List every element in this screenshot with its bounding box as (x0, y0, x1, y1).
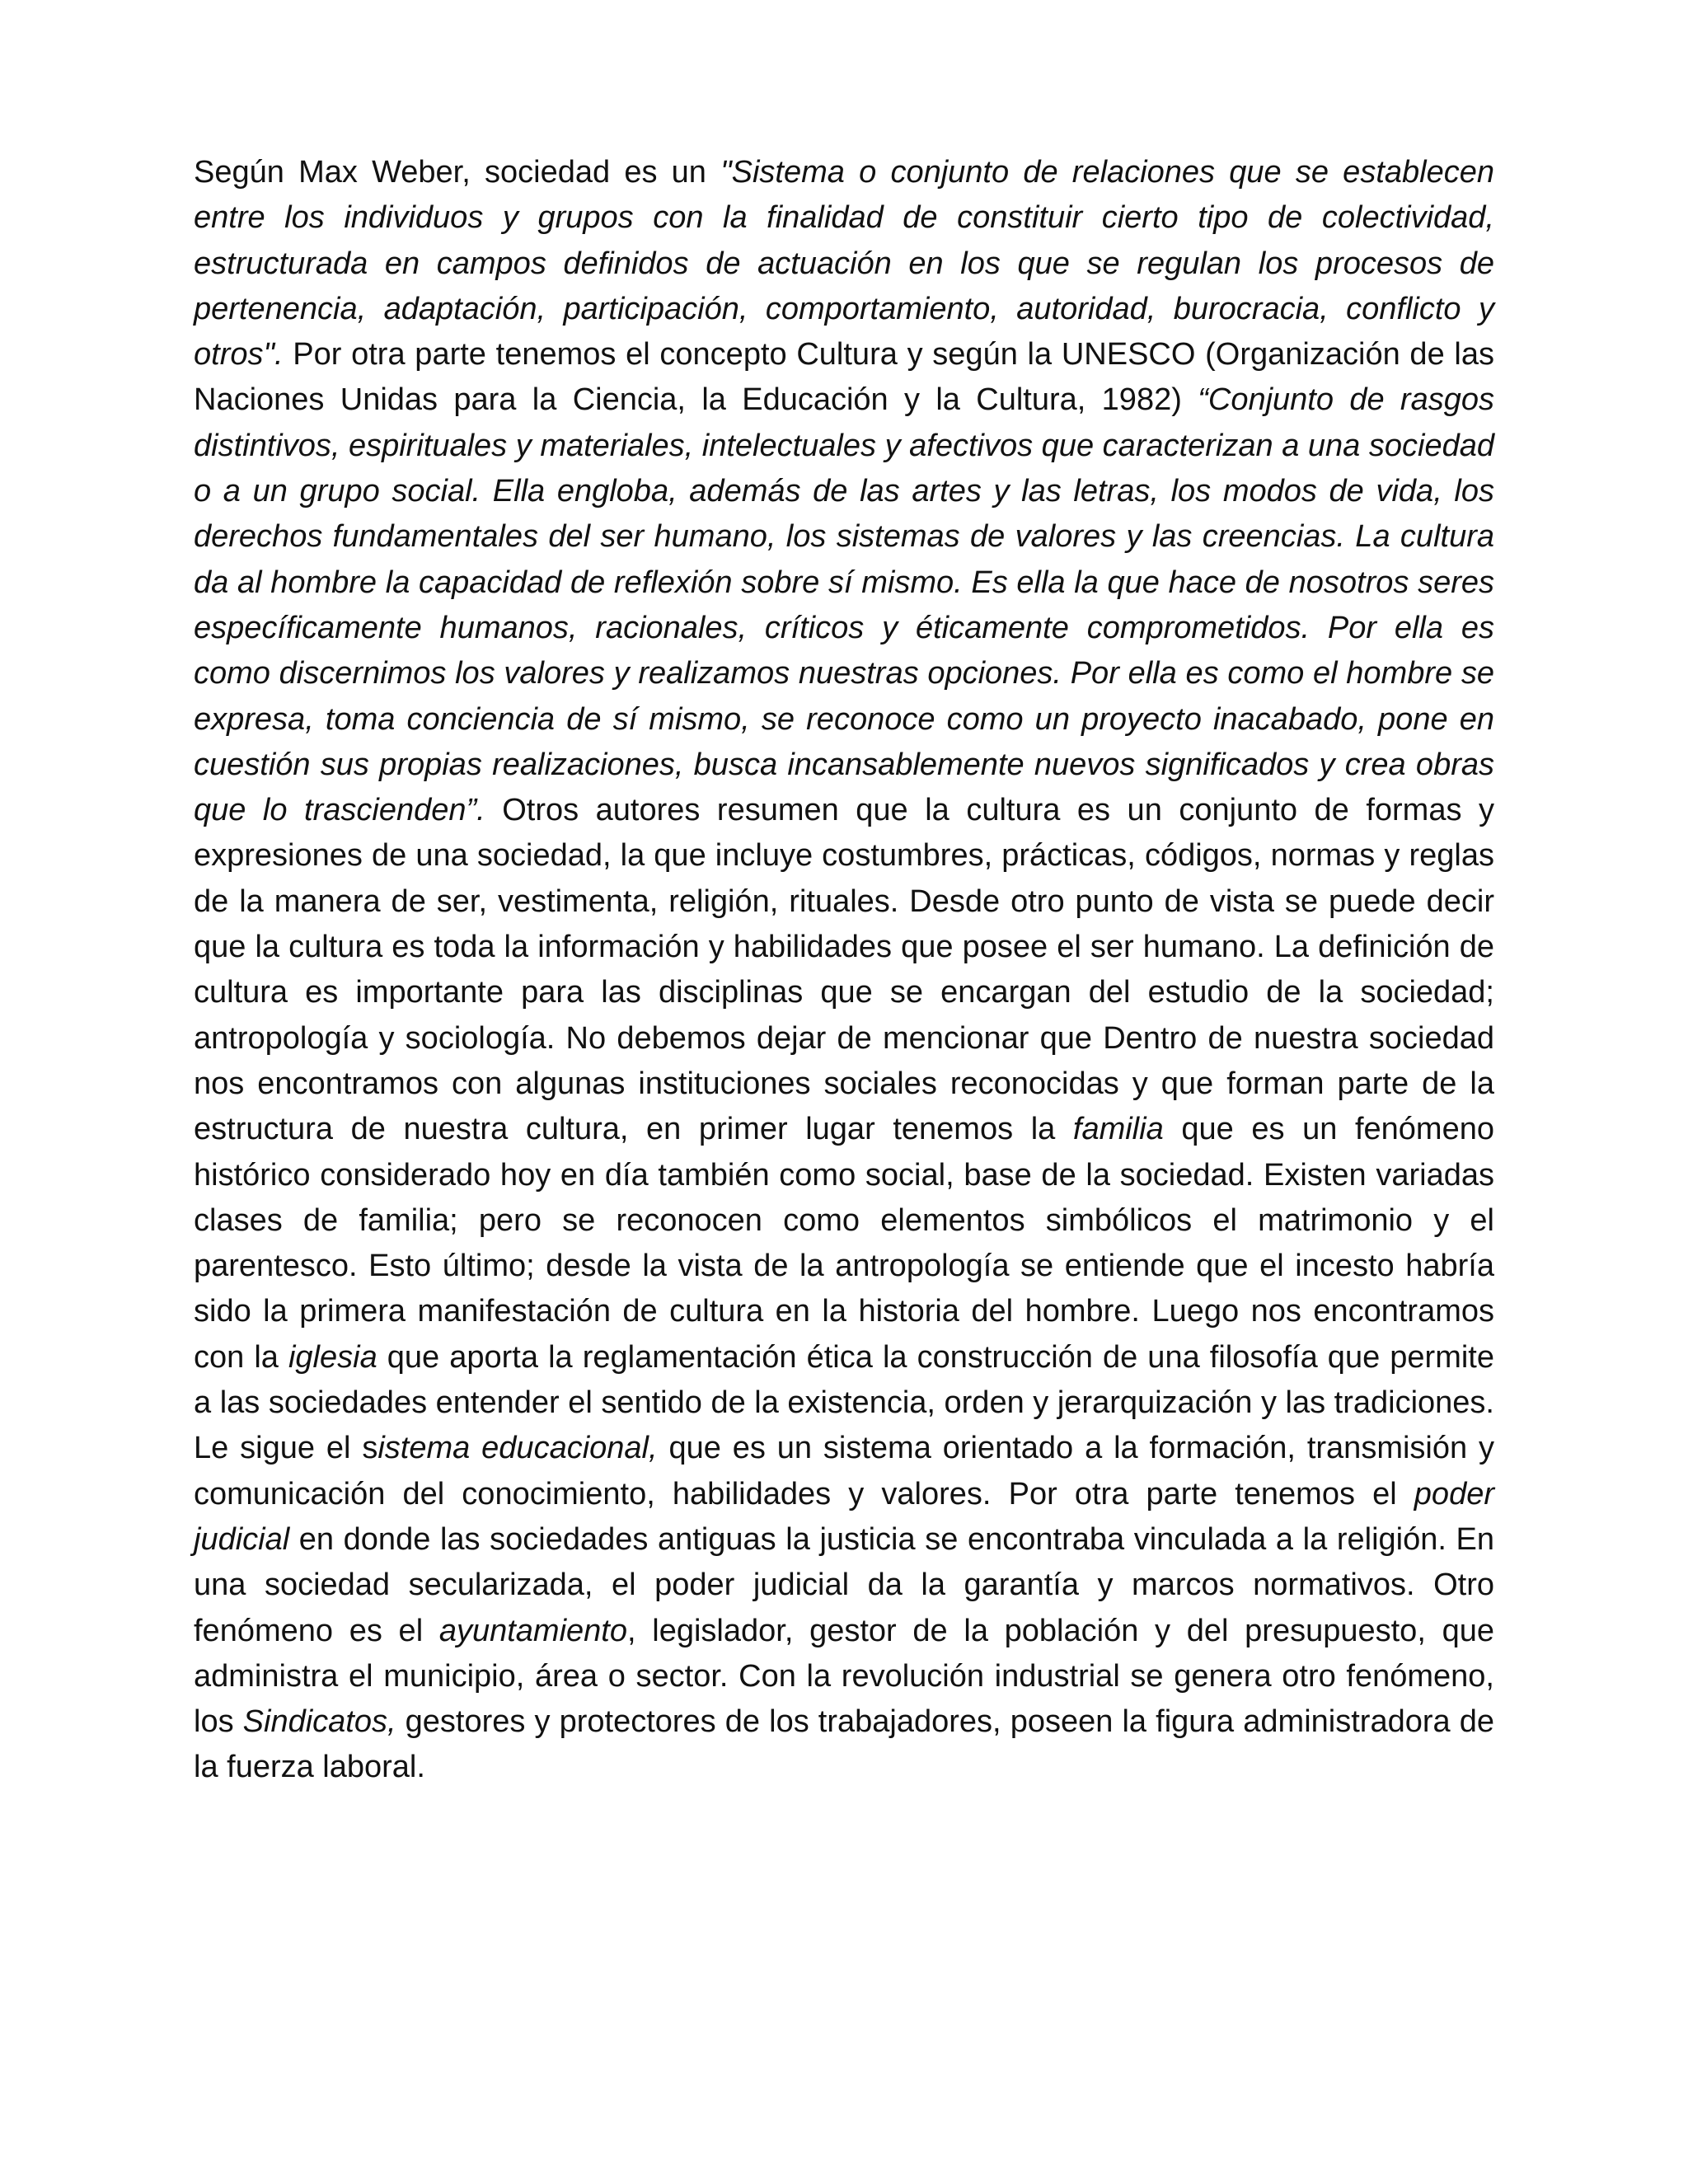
body-paragraph (194, 150, 1494, 1791)
text-run-italic: familia (1072, 1112, 1164, 1147)
text-run: que es un fenómeno histórico considerado hoy en día también como social, base de la sociedad. Existen variadas clases de familia; pero se reconocen como elementos simbólicos el matrimonio y el parentesco. Esto último; desde la vista de la antropología se entiende que el incesto habría sido la primera manifestación de cultura en la historia del hombre. Luego nos encontramos con la (194, 1112, 1494, 1375)
text-run-italic: "Sistema o conjunto de relaciones que se establecen entre los individuos y grupos con la finalidad de constituir cierto tipo de colectividad, estructurada en campos definidos de actuación en los que se regulan los procesos de pertenencia, adaptación, participación, comportamiento, autoridad, burocracia, conflicto y otros". (194, 155, 1494, 373)
text-run: que aporta la reglamentación ética la construcción de una filosofía que permite a las sociedades entender el sentido de la existencia, orden y jerarquización y las tradiciones. Le sigue el s (194, 1339, 1494, 1466)
text-run-italic: poder judicial (194, 1476, 1494, 1557)
text-run: en donde las sociedades antiguas la justicia se encontraba vinculada a la religión. En una sociedad secularizada, el poder judicial da la garantía y marcos normativos. Otro fenómeno es el (194, 1521, 1494, 1648)
text-run: Según Max Weber, sociedad es un (194, 155, 721, 190)
text-run: gestores y protectores de los trabajadores, poseen la figura administradora de la fuerza laboral. (194, 1704, 1494, 1785)
text-run: Otros autores resumen que la cultura es un conjunto de formas y expresiones de una sociedad, la que incluye costumbres, prácticas, códigos, normas y reglas de la manera de ser, vestimenta, religión, rituales. Desde otro punto de vista se puede decir que la cultura es toda la información y habilidades que posee el ser humano. La definición de cultura es importante para las disciplinas que se encargan del estudio de la sociedad; antropología y sociología. No debemos dejar de mencionar que Dentro de nuestra sociedad nos encontramos con algunas instituciones sociales reconocidas y que forman parte de la estructura de nuestra cultura, en primer lugar tenemos la (194, 793, 1494, 1147)
text-run: Por otra parte tenemos el concepto Cultura y según la UNESCO (Organización de las Naciones Unidas para la Ciencia, la Educación y la Cultura, 1982) (194, 337, 1494, 418)
text-run-italic: iglesia (288, 1339, 377, 1375)
text-run: , legislador, gestor de la población y del presupuesto, que administra el municipio, área o sector. Con la revolución industrial se genera otro fenómeno, los (194, 1613, 1494, 1740)
text-run-italic: istema educacional, (377, 1431, 658, 1466)
text-run-italic: ayuntamiento (438, 1613, 627, 1648)
text-run: que es un sistema orientado a la formación, transmisión y comunicación del conocimiento, habilidades y valores. Por otra parte tenemos el (194, 1431, 1495, 1511)
text-run-italic: Sindicatos, (242, 1704, 396, 1740)
text-run-italic: “Conjunto de rasgos distintivos, espirituales y materiales, intelectuales y afectivos que caracterizan a una sociedad o a un grupo social. Ella engloba, además de las artes y las letras, los modos de vida, los derechos fundamentales del ser humano, los sistemas de valores y las creencias. La cultura da al hombre la capacidad de reflexión sobre sí mismo. Es ella la que hace de nosotros seres específicamente humanos, racionales, críticos y éticamente comprometidos. Por ella es como discernimos los valores y realizamos nuestras opciones. Por ella es como el hombre se expresa, toma conciencia de sí mismo, se reconoce como un proyecto inacabado, pone en cuestión sus propias realizaciones, busca incansablemente nuevos significados y crea obras que lo trascienden”. (194, 382, 1494, 828)
